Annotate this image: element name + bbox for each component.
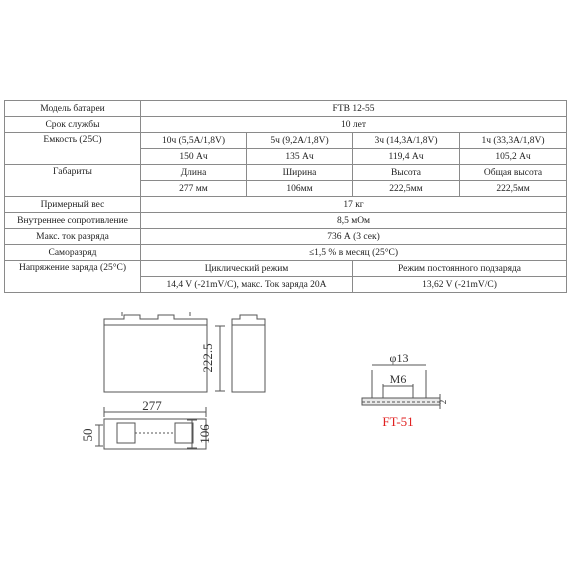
- terminal-outline: [175, 423, 193, 443]
- dimension-value: 222,5мм: [353, 181, 460, 197]
- label-dimensions: Габариты: [5, 165, 141, 197]
- dimension-header: Ширина: [247, 165, 353, 181]
- technical-drawings: [0, 300, 570, 450]
- end-view-outline: [232, 325, 265, 392]
- terminal-name-label: FT-51: [382, 414, 414, 429]
- row-weight: [5, 197, 567, 213]
- value-life: 10 лет: [141, 117, 567, 133]
- terminal-outline: [117, 423, 135, 443]
- battery-body-outline: [104, 325, 207, 392]
- dimension-header: Длина: [141, 165, 247, 181]
- label-resistance: Внутреннее сопротивление: [5, 213, 141, 229]
- side-view: [104, 312, 207, 392]
- row-model: [5, 101, 567, 117]
- dimension-value: 222,5мм: [460, 181, 567, 197]
- capacity-value: 135 Ач: [247, 149, 353, 165]
- row-life: [5, 117, 567, 133]
- spec-table: [4, 100, 567, 293]
- label-max-current: Макс. ток разряда: [5, 229, 141, 245]
- value-self-discharge: ≤1,5 % в месяц (25°С): [141, 245, 567, 261]
- capacity-rate: 1ч (33,3А/1,8V): [460, 133, 567, 149]
- value-weight: 17 кг: [141, 197, 567, 213]
- label-life: Срок службы: [5, 117, 141, 133]
- value-max-current: 736 А (3 сек): [141, 229, 567, 245]
- capacity-value: 119,4 Ач: [353, 149, 460, 165]
- label-capacity: Емкость (25С): [5, 133, 141, 165]
- label-model: Модель батареи: [5, 101, 141, 117]
- top-view: [80, 398, 212, 449]
- terminal-thread-label: M6: [389, 372, 407, 386]
- terminal-diameter-label: φ13: [389, 351, 409, 365]
- charge-value: 13,62 V (-21mV/С): [353, 277, 567, 293]
- end-view-lid: [232, 315, 265, 325]
- dimension-length-label: 277: [142, 398, 162, 413]
- dimension-header: Высота: [353, 165, 460, 181]
- row-dimensions-headers: [5, 165, 567, 181]
- row-max-current: [5, 229, 567, 245]
- charge-mode: Циклический режим: [141, 261, 353, 277]
- capacity-value: 150 Ач: [141, 149, 247, 165]
- charge-value: 14,4 V (-21mV/С), макс. Ток заряда 20А: [141, 277, 353, 293]
- row-capacity-rates: [5, 133, 567, 149]
- capacity-rate: 5ч (9,2А/1,8V): [247, 133, 353, 149]
- value-resistance: 8,5 мОм: [141, 213, 567, 229]
- charge-mode: Режим постоянного подзаряда: [353, 261, 567, 277]
- value-model: FTB 12-55: [141, 101, 567, 117]
- dimension-height-label: 222.5: [200, 343, 215, 373]
- capacity-rate: 10ч (5,5А/1,8V): [141, 133, 247, 149]
- dimension-value: 106мм: [247, 181, 353, 197]
- end-view: [200, 315, 265, 392]
- dimension-header: Общая высота: [460, 165, 567, 181]
- battery-lid-outline: [104, 315, 207, 325]
- terminal-small-label: 2: [438, 399, 448, 405]
- capacity-rate: 3ч (14,3А/1,8V): [353, 133, 460, 149]
- label-charge-voltage: Напряжение заряда (25°С): [5, 261, 141, 293]
- row-charge-modes: [5, 261, 567, 277]
- label-self-discharge: Саморазряд: [5, 245, 141, 261]
- capacity-value: 105,2 Ач: [460, 149, 567, 165]
- terminal-detail: [362, 351, 448, 429]
- dimension-width-label: 106: [197, 424, 212, 444]
- label-weight: Примерный вес: [5, 197, 141, 213]
- dimension-offset-label: 50: [80, 428, 95, 442]
- row-resistance: [5, 213, 567, 229]
- dimension-value: 277 мм: [141, 181, 247, 197]
- row-self-discharge: [5, 245, 567, 261]
